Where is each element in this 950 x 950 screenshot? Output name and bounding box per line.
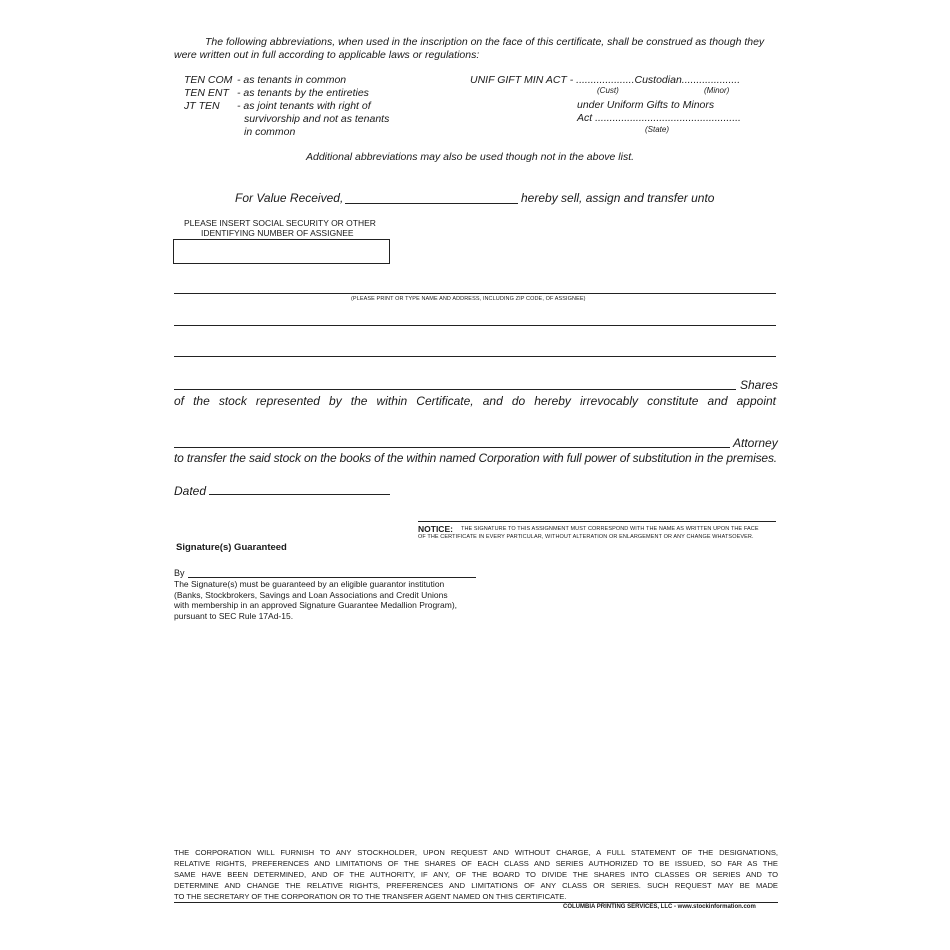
abbr-meaning-jt-ten: - as joint tenants with right of (237, 100, 371, 112)
signature-guaranteed-label: Signature(s) Guaranteed (176, 542, 287, 553)
additional-abbreviations-note: Additional abbreviations may also be used though not in the above list. (306, 151, 635, 163)
assignee-address-line-1[interactable] (174, 325, 776, 326)
abbr-code-ten-ent: TEN ENT (184, 87, 229, 99)
unif-gift-line-1: UNIF GIFT MIN ACT - ....................Custodian.................... (470, 74, 741, 86)
unif-gift-line-3: Act .................................................. (577, 112, 741, 124)
name-address-caption: (PLEASE PRINT OR TYPE NAME AND ADDRESS, INCLUDING ZIP CODE, OF ASSIGNEE) (351, 296, 586, 302)
attorney-text: to transfer the said stock on the books of the within named Corporation with full power of substitution in the premises. (174, 451, 777, 465)
intro-line-1: The following abbreviations, when used in the inscription on the face of this certificate, shall be construed as though they (205, 36, 765, 48)
jt-ten-continued-1: survivorship and not as tenants (244, 113, 390, 125)
abbr-code-ten-com: TEN COM (184, 74, 233, 86)
attorney-label: Attorney (733, 436, 778, 450)
guarantee-text-line-1: The Signature(s) must be guaranteed by an eligible guarantor institution (174, 579, 445, 589)
dated-line[interactable] (209, 494, 390, 495)
footer-statement (174, 847, 778, 902)
guarantee-text-line-2: (Banks, Stockbrokers, Savings and Loan Associations and Credit Unions (174, 589, 448, 600)
shares-line[interactable] (174, 389, 736, 390)
notice-line-2: OF THE CERTIFICATE IN EVERY PARTICULAR, WITHOUT ALTERATION OR ENLARGEMENT OR ANY CHANGE WHATSOEVER. (418, 534, 754, 540)
jt-ten-continued-2: in common (244, 126, 296, 138)
state-label: (State) (645, 125, 670, 134)
intro-line-2: were written out in full according to applicable laws or regulations: (174, 49, 480, 61)
footer-line-1: THE CORPORATION WILL FURNISH TO ANY STOCKHOLDER, UPON REQUEST AND WITHOUT CHARGE, A FULL STATEMENT OF THE DESIGNATIONS, (174, 848, 778, 857)
cust-label: (Cust) (597, 86, 619, 95)
minor-label: (Minor) (704, 86, 730, 95)
assignor-line[interactable] (345, 203, 518, 204)
footer-line-2: RELATIVE RIGHTS, PREFERENCES AND LIMITATIONS OF THE SHARES OF EACH CLASS AND SERIES AUTHORIZED TO BE ISSUED, SO FAR AS THE (174, 859, 778, 868)
assignee-address-line-2[interactable] (174, 356, 776, 357)
notice-heading: NOTICE: (418, 524, 453, 534)
attorney-line[interactable] (174, 447, 730, 448)
assignee-name-line[interactable] (174, 293, 776, 294)
value-received-prefix: For Value Received, (235, 191, 344, 205)
guarantor-signature-line[interactable] (188, 577, 476, 578)
signature-line[interactable] (418, 521, 776, 522)
dated-label: Dated (174, 484, 207, 498)
guarantee-text-line-4: pursuant to SEC Rule 17Ad-15. (174, 610, 294, 621)
guarantee-text-line-3: with membership in an approved Signature Guarantee Medallion Program), (174, 600, 458, 610)
by-label: By (174, 568, 185, 578)
abbr-meaning-ten-ent: - as tenants by the entireties (237, 87, 369, 99)
ssn-label-line-2: IDENTIFYING NUMBER OF ASSIGNEE (201, 228, 354, 238)
printer-credit: COLUMBIA PRINTING SERVICES, LLC - www.stockinformation.com (563, 904, 756, 910)
guarantee-text (174, 579, 457, 621)
shares-label: Shares (740, 378, 779, 392)
footer-line-5: TO THE SECRETARY OF THE CORPORATION OR TO THE TRANSFER AGENT NAMED ON THIS CERTIFICATE. (174, 892, 567, 901)
value-received-suffix: hereby sell, assign and transfer unto (521, 191, 715, 205)
footer-line-3: SAME HAVE BEEN DETERMINED, AND OF THE AUTHORITY, IF ANY, OF THE BOARD TO DIVIDE THE SHARES INTO CLASSES OR SERIES AND TO (174, 870, 778, 879)
unif-gift-line-2: under Uniform Gifts to Minors (577, 99, 715, 111)
shares-text: of the stock represented by the within Certificate, and do hereby irrevocably constitute and appoint (174, 394, 776, 408)
footer-rule (174, 902, 778, 903)
ssn-label-line-1: PLEASE INSERT SOCIAL SECURITY OR OTHER (184, 218, 376, 228)
abbr-code-jt-ten: JT TEN (184, 100, 220, 112)
footer-line-4: DETERMINE AND CHANGE THE RELATIVE RIGHTS, PREFERENCES AND LIMITATIONS OF ANY CLASS OR SERIES. SUCH REQUEST MAY BE MADE (174, 881, 778, 890)
notice-line-1: THE SIGNATURE TO THIS ASSIGNMENT MUST CORRESPOND WITH THE NAME AS WRITTEN UPON THE FACE (461, 526, 759, 532)
ssn-input-box[interactable] (173, 239, 390, 264)
abbr-meaning-ten-com: - as tenants in common (237, 74, 347, 86)
